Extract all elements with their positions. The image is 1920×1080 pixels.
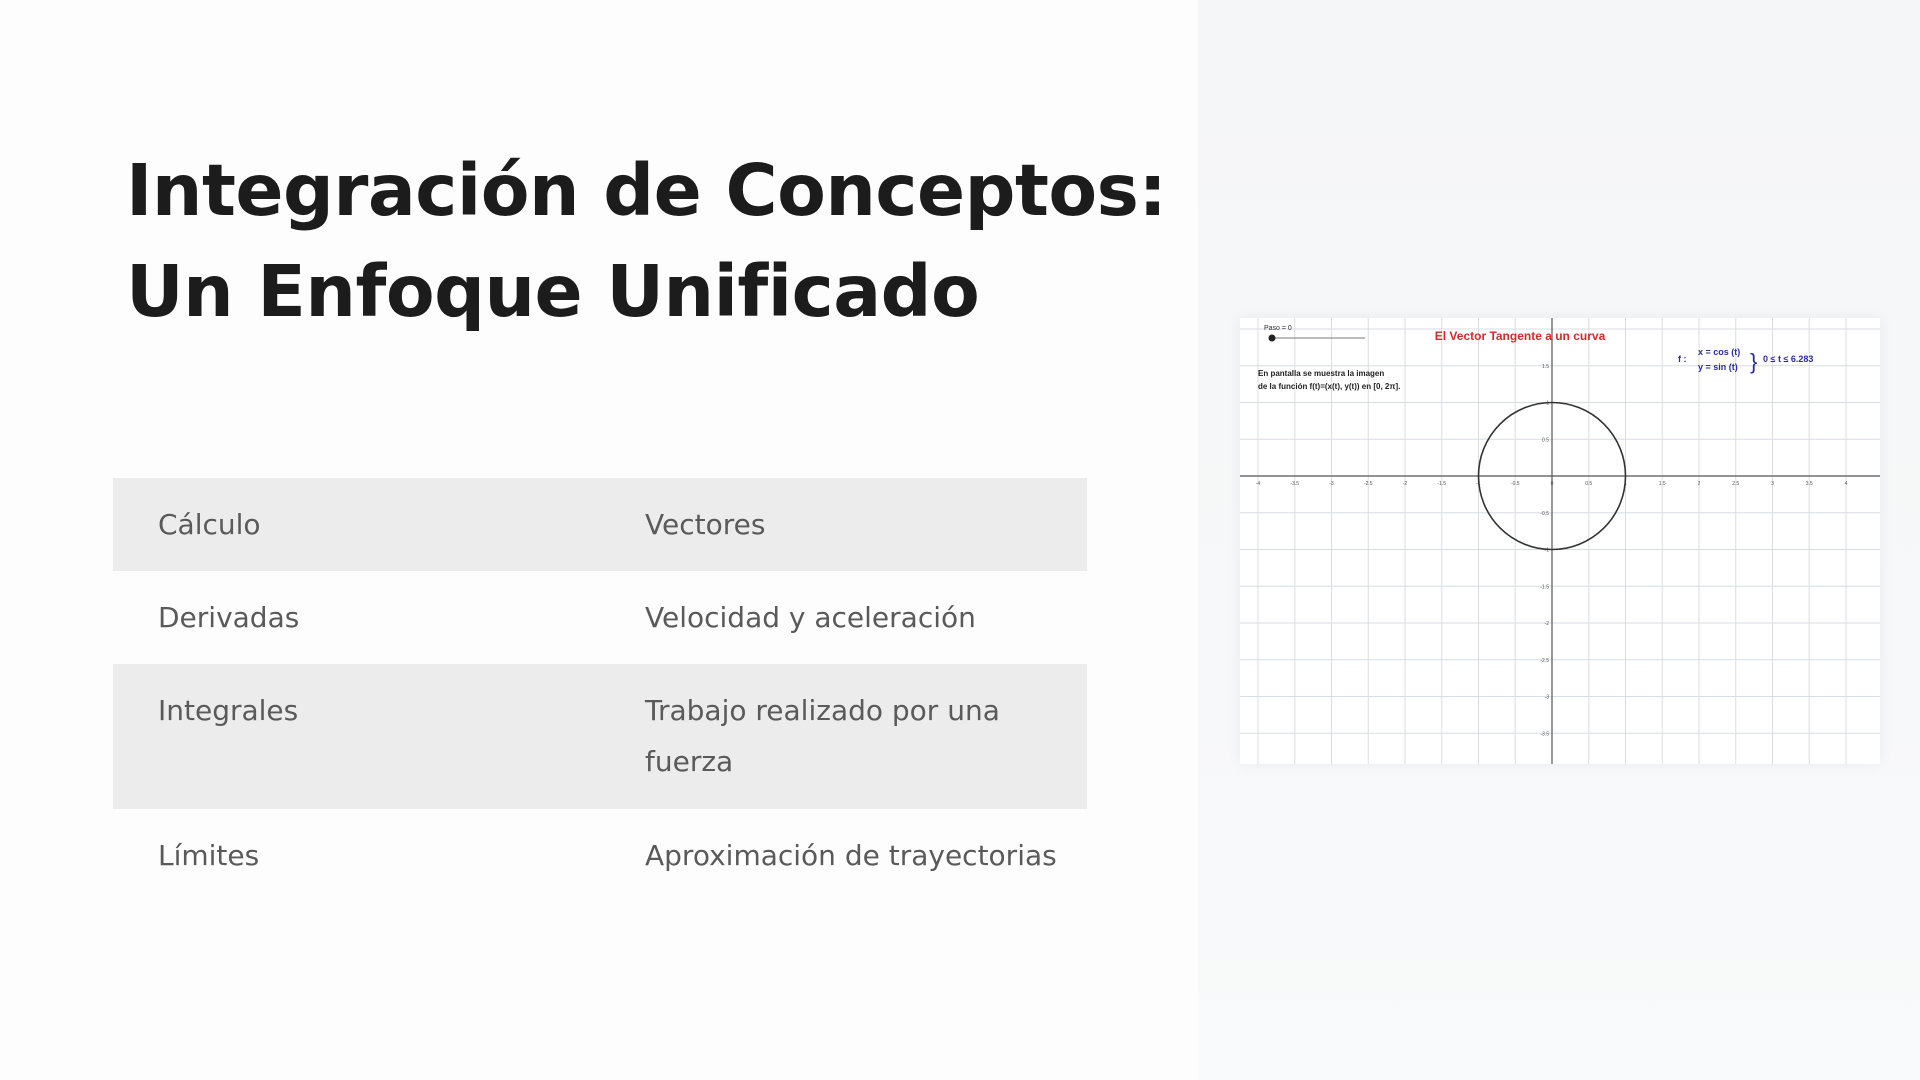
x-tick-label: -2 bbox=[1402, 481, 1408, 487]
table-row bbox=[113, 571, 1087, 664]
x-tick-label: 0.5 bbox=[1585, 481, 1593, 487]
table-cell-right: Trabajo realizado por una fuerza bbox=[645, 694, 1000, 778]
x-tick-label: 1.5 bbox=[1658, 481, 1666, 487]
x-tick-label: 3 bbox=[1771, 481, 1774, 487]
table-row bbox=[113, 664, 1087, 809]
x-tick-label: 1 bbox=[1624, 481, 1627, 487]
figure-description-line-1: En pantalla se muestra la imagen bbox=[1258, 369, 1385, 378]
table-cell-right: Aproximación de trayectorias bbox=[645, 839, 1057, 872]
title-line-1: Integración de Conceptos: bbox=[126, 149, 1167, 232]
tangent-vector-figure bbox=[1240, 318, 1880, 764]
x-tick-label: -3.5 bbox=[1290, 481, 1300, 487]
x-tick-label: 2 bbox=[1697, 481, 1701, 487]
x-tick-label: 2.5 bbox=[1732, 481, 1740, 487]
y-expression: y = sin (t) bbox=[1698, 362, 1738, 372]
table-cell-left: Límites bbox=[158, 839, 260, 872]
x-expression: x = cos (t) bbox=[1698, 347, 1741, 357]
table-cell-left: Derivadas bbox=[158, 601, 300, 634]
y-tick-label: 1.5 bbox=[1542, 363, 1549, 370]
step-slider[interactable] bbox=[1264, 325, 1365, 342]
x-tick-label: -0.5 bbox=[1510, 481, 1520, 487]
slider-handle[interactable] bbox=[1269, 335, 1276, 342]
domain-expression: 0 ≤ t ≤ 6.283 bbox=[1763, 354, 1814, 364]
table-cell-right: Velocidad y aceleración bbox=[645, 601, 976, 634]
figure-canvas bbox=[1240, 318, 1880, 764]
x-tick-label: -3 bbox=[1329, 481, 1334, 487]
y-tick-label: -3.5 bbox=[1540, 731, 1549, 738]
y-tick-label: -3 bbox=[1544, 694, 1549, 701]
y-tick-label: 1 bbox=[1546, 400, 1549, 407]
slide-title bbox=[126, 140, 1166, 342]
y-tick-label: -2 bbox=[1544, 621, 1549, 627]
y-tick-label: 0.5 bbox=[1542, 437, 1549, 444]
brace-icon: } bbox=[1750, 349, 1758, 374]
title-line-2: Un Enfoque Unificado bbox=[126, 250, 980, 333]
slider-label: Paso = 0 bbox=[1264, 325, 1292, 332]
function-name: f : bbox=[1678, 354, 1687, 364]
figure-description-line-2: de la función f(t)=(x(t), y(t)) en [0, 2π]. bbox=[1258, 382, 1401, 391]
x-tick-label: -1 bbox=[1476, 481, 1481, 487]
x-tick-label: 4 bbox=[1844, 481, 1848, 487]
x-tick-label: -1.5 bbox=[1437, 481, 1447, 487]
y-tick-label: -1 bbox=[1544, 547, 1549, 554]
x-tick-label: -2.5 bbox=[1363, 481, 1373, 487]
y-tick-label: -0.5 bbox=[1540, 510, 1549, 517]
function-definition bbox=[1678, 347, 1813, 374]
x-tick-label: 3.5 bbox=[1805, 481, 1813, 487]
table-row bbox=[113, 478, 1087, 571]
table-cell-left: Integrales bbox=[158, 694, 299, 727]
y-tick-label: -1.5 bbox=[1540, 584, 1549, 591]
figure-title: El Vector Tangente a un curva bbox=[1434, 329, 1606, 343]
table-cell-left: Cálculo bbox=[158, 508, 261, 541]
x-tick-label: 0 bbox=[1550, 481, 1554, 487]
concept-table bbox=[113, 478, 1087, 902]
y-tick-label: -2.5 bbox=[1540, 657, 1549, 664]
x-tick-label: -4 bbox=[1255, 481, 1261, 487]
table-cell-right: Vectores bbox=[645, 508, 766, 541]
table-row bbox=[113, 809, 1087, 902]
